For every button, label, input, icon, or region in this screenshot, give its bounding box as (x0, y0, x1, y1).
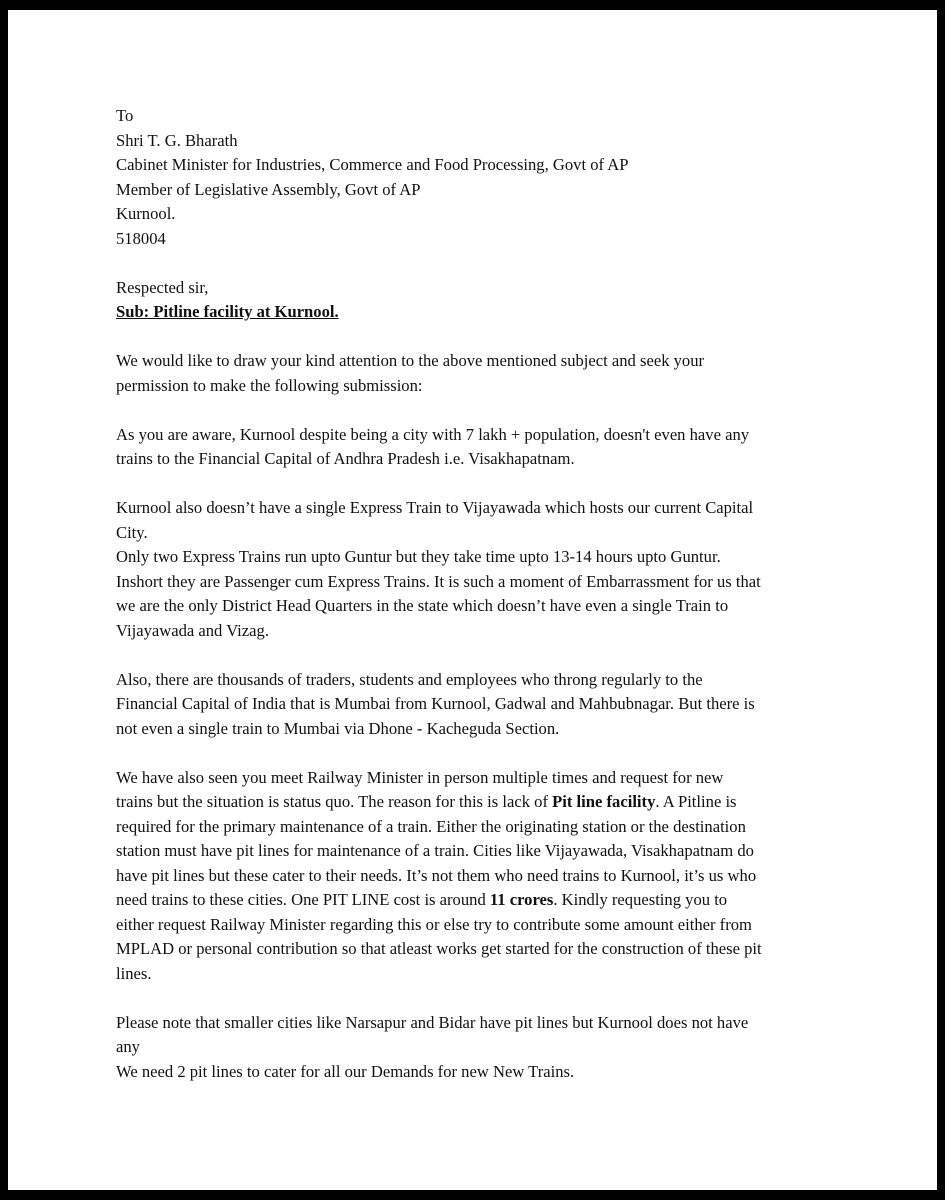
subject-line: Sub: Pitline facility at Kurnool. (116, 302, 339, 321)
paragraph-5-line-6-start: need trains to these cities. One PIT LINE cost is around (116, 890, 490, 909)
paragraph-5-line-2-end: . A Pitline is (655, 792, 737, 811)
cost-emphasis: 11 crores (489, 890, 554, 909)
paragraph-5-line-2-start: trains but the situation is status quo. The reason for this is lack of (116, 792, 553, 811)
paragraph-5-line-6 (116, 888, 836, 913)
spacer (116, 741, 836, 766)
salutation: Respected sir, (116, 277, 209, 297)
paragraph-5-line-4: station must have pit lines for maintenance of a train. Cities like Vijayawada, Visakhapatnam do (116, 841, 754, 860)
paragraph-3-line-4: Inshort they are Passenger cum Express Trains. It is such a moment of Embarrassment for us that (116, 571, 761, 591)
address-pincode: 518004 (116, 228, 166, 248)
paragraph-6-line-2: any (116, 1037, 140, 1056)
address-designation-2: Member of Legislative Assembly, Govt of AP (116, 179, 421, 199)
spacer (116, 251, 836, 276)
paragraph-1-line-1: We would like to draw your kind attention to the above mentioned subject and seek your (116, 351, 705, 370)
paragraph-1-line-2: permission to make the following submission: (116, 375, 423, 395)
address-name: Shri T. G. Bharath (116, 130, 238, 150)
paragraph-6-line-1: Please note that smaller cities like Narsapur and Bidar have pit lines but Kurnool does not have (116, 1012, 749, 1032)
paragraph-6-line-3: We need 2 pit lines to cater for all our Demands for new New Trains. (116, 1061, 575, 1081)
paragraph-5-line-2 (116, 790, 836, 815)
address-to: To (116, 106, 134, 125)
letter-page (8, 10, 937, 1190)
paragraph-5-line-6-end: . Kindly requesting you to (553, 890, 728, 909)
paragraph-5-line-7: either request Railway Minister regarding this or else try to contribute some amount either from (116, 914, 752, 934)
paragraph-5-line-9: lines. (116, 963, 152, 983)
spacer (116, 643, 836, 668)
paragraph-5-line-8: MPLAD or personal contribution so that atleast works get started for the construction of these pit (116, 939, 762, 958)
address-designation-1: Cabinet Minister for Industries, Commerce and Food Processing, Govt of AP (116, 155, 629, 174)
paragraph-4-line-2: Financial Capital of India that is Mumbai from Kurnool, Gadwal and Mahbubnagar. But there is (116, 694, 755, 713)
paragraph-4-line-3: not even a single train to Mumbai via Dhone - Kacheguda Section. (116, 718, 560, 738)
spacer (116, 472, 836, 497)
paragraph-3-line-6: Vijayawada and Vizag. (116, 620, 269, 640)
paragraph-2-line-1: As you are aware, Kurnool despite being a city with 7 lakh + population, doesn't even have any (116, 424, 750, 444)
paragraph-3-line-2: City. (116, 522, 148, 542)
paragraph-5-line-5: have pit lines but these cater to their needs. It’s not them who need trains to Kurnool, it’s us who (116, 865, 757, 885)
spacer (116, 325, 836, 350)
paragraph-3-line-1: Kurnool also doesn’t have a single Express Train to Vijayawada which hosts our current Capital (116, 498, 754, 517)
letter-body (116, 104, 836, 1084)
address-city: Kurnool. (116, 204, 176, 223)
paragraph-4-line-1: Also, there are thousands of traders, students and employees who throng regularly to the (116, 669, 703, 689)
paragraph-3-line-5: we are the only District Head Quarters in the state which doesn’t have even a single Train to (116, 596, 729, 615)
paragraph-3-line-3: Only two Express Trains run upto Guntur but they take time upto 13-14 hours upto Guntur. (116, 547, 721, 566)
spacer (116, 398, 836, 423)
pit-line-facility-emphasis: Pit line facility (552, 792, 656, 811)
paragraph-5-line-1: We have also seen you meet Railway Minister in person multiple times and request for new (116, 767, 724, 787)
paragraph-2-line-2: trains to the Financial Capital of Andhra Pradesh i.e. Visakhapatnam. (116, 449, 575, 468)
paragraph-5-line-3: required for the primary maintenance of a train. Either the originating station or the destination (116, 816, 746, 836)
spacer (116, 986, 836, 1011)
